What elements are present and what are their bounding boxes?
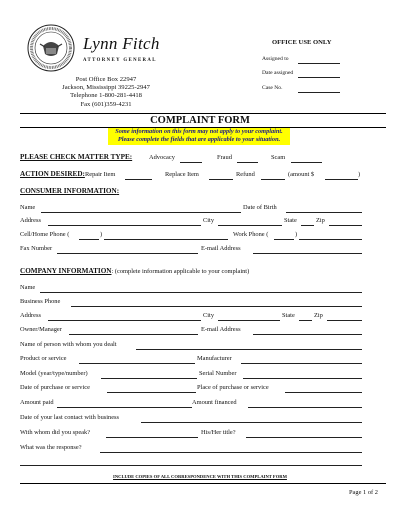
address-line: Post Office Box 22947	[75, 76, 137, 83]
office-use-title: OFFICE USE ONLY	[272, 39, 332, 46]
company-heading	[20, 267, 249, 275]
address-line: Jackson, Mississippi 39225-2947	[62, 84, 150, 92]
address-line: Telephone 1-800-281-4418	[70, 92, 142, 100]
include-correspondence-note: INCLUDE COPIES OF ALL CORRESPONDENCE WITH THIS COMPLAINT FORM	[113, 474, 287, 479]
cell-phone-field[interactable]	[104, 239, 228, 240]
consumer-state-label: State	[284, 217, 297, 224]
consumer-address-field[interactable]	[48, 225, 201, 226]
consumer-zip-field[interactable]	[329, 225, 362, 226]
consumer-heading-colon: :	[116, 187, 120, 195]
purchase-date-label: Date of purchase or service	[20, 384, 90, 391]
model-field[interactable]	[101, 378, 197, 379]
matter-type-label: PLEASE CHECK MATTER TYPE:	[20, 153, 133, 161]
scam-label: Scam	[271, 154, 286, 161]
consumer-city-label: City	[203, 217, 215, 224]
advocacy-label: Advocacy	[149, 154, 175, 161]
case-no-field[interactable]	[298, 92, 340, 93]
spoke-with-field[interactable]	[106, 437, 198, 438]
company-state-label: State	[282, 312, 295, 319]
fraud-checkbox[interactable]	[237, 162, 258, 163]
consumer-address-label: Address	[20, 217, 41, 224]
product-label: Product or service	[20, 355, 67, 362]
notice-line: Some information on this form may not apply to your complaint.	[115, 128, 283, 135]
company-email-field[interactable]	[253, 334, 362, 335]
company-email-label: E-mail Address	[201, 326, 241, 333]
company-state-field[interactable]	[299, 320, 312, 321]
action-desired-label: ACTION DESIRED:	[20, 170, 85, 178]
consumer-dob-field[interactable]	[286, 212, 362, 213]
amount-field[interactable]	[325, 179, 358, 180]
advocacy-checkbox[interactable]	[180, 162, 202, 163]
refund-label: Refund	[236, 171, 255, 178]
work-phone-close: )	[295, 231, 298, 238]
replace-label: Replace Item	[165, 171, 199, 178]
consumer-zip-label: Zip	[316, 217, 325, 224]
date-assigned-field[interactable]	[298, 77, 340, 78]
person-dealt-field[interactable]	[136, 349, 362, 350]
work-phone-field[interactable]	[299, 239, 362, 240]
response-field[interactable]	[100, 452, 362, 453]
consumer-email-label: E-mail Address	[201, 245, 241, 252]
page-number: Page 1 of 2	[349, 489, 378, 496]
business-phone-field[interactable]	[71, 306, 362, 307]
cell-area-code-field[interactable]	[79, 239, 99, 240]
assigned-to-label: Assigned to	[262, 56, 289, 62]
response-field-continued[interactable]	[20, 465, 362, 466]
form-title: COMPLAINT FORM	[150, 115, 250, 126]
person-dealt-label: Name of person with whom you dealt	[20, 341, 117, 348]
consumer-state-field[interactable]	[301, 225, 314, 226]
business-phone-label: Business Phone	[20, 298, 61, 305]
company-heading-note: : (complete information applicable to your complaint)	[111, 268, 250, 275]
letterhead-subtitle: ATTORNEY GENERAL	[83, 58, 157, 63]
consumer-heading	[20, 187, 119, 195]
serial-label: Serial Number	[199, 370, 237, 377]
notice-banner	[108, 128, 290, 145]
repair-label: Repair Item	[85, 171, 116, 178]
work-area-code-field[interactable]	[274, 239, 294, 240]
last-contact-label: Date of your last contact with business	[20, 414, 120, 421]
consumer-email-field[interactable]	[253, 253, 362, 254]
address-line: Fax (601)359-4231	[80, 100, 132, 108]
notice-line: Please complete the fields that are applicable to your situation.	[117, 135, 281, 143]
state-seal-logo	[27, 24, 75, 72]
fraud-label: Fraud	[217, 154, 232, 161]
consumer-dob-label: Date of Birth	[243, 204, 277, 211]
company-city-label: City	[203, 312, 215, 319]
consumer-heading-text: CONSUMER INFORMATION	[20, 187, 117, 195]
company-zip-field[interactable]	[327, 320, 362, 321]
purchase-place-label: Place of purchase or service	[197, 384, 269, 391]
assigned-to-field[interactable]	[298, 63, 340, 64]
consumer-city-field[interactable]	[218, 225, 282, 226]
company-city-field[interactable]	[218, 320, 280, 321]
case-no-label: Case No.	[262, 85, 283, 91]
amount-paid-field[interactable]	[57, 407, 192, 408]
company-name-label: Name	[20, 284, 36, 291]
product-field[interactable]	[79, 363, 195, 364]
fax-label: Fax Number	[20, 245, 53, 252]
serial-field[interactable]	[243, 378, 362, 379]
manufacturer-field[interactable]	[241, 363, 362, 364]
cell-phone-label: Cell/Home Phone (	[20, 231, 70, 238]
date-assigned-label: Date assigned	[262, 70, 294, 76]
repair-checkbox[interactable]	[125, 179, 152, 180]
amount-paid-label: Amount paid	[20, 399, 54, 406]
owner-label: Owner/Manager	[20, 326, 62, 333]
response-label: What was the response?	[20, 444, 82, 451]
spoke-with-label: With whom did you speak?	[20, 429, 91, 436]
company-zip-label: Zip	[314, 312, 323, 319]
letterhead-address	[58, 76, 154, 109]
footer-rule	[20, 483, 386, 484]
amount-label: (amount $	[288, 171, 315, 178]
amount-financed-field[interactable]	[248, 407, 362, 408]
cell-phone-close: )	[100, 231, 103, 238]
contact-title-label: His/Her title?	[201, 429, 236, 436]
replace-checkbox[interactable]	[209, 179, 233, 180]
attorney-general-signature: Lynn Fitch	[83, 34, 160, 53]
consumer-name-label: Name	[20, 204, 36, 211]
company-address-label: Address	[20, 312, 41, 319]
work-phone-label: Work Phone (	[233, 231, 269, 238]
model-label: Model (year/type/number)	[20, 370, 88, 377]
scam-checkbox[interactable]	[291, 162, 322, 163]
refund-checkbox[interactable]	[261, 179, 285, 180]
manufacturer-label: Manufacturer	[197, 355, 232, 362]
purchase-date-field[interactable]	[107, 392, 196, 393]
fax-field[interactable]	[57, 253, 198, 254]
purchase-place-field[interactable]	[285, 392, 362, 393]
last-contact-field[interactable]	[141, 422, 362, 423]
amount-financed-label: Amount financed	[192, 399, 237, 406]
company-heading-text: COMPANY INFORMATION	[20, 267, 112, 275]
contact-title-field[interactable]	[246, 437, 362, 438]
amount-close: )	[358, 171, 361, 178]
consumer-name-field[interactable]	[41, 212, 241, 213]
company-address-field[interactable]	[48, 320, 201, 321]
company-name-field[interactable]	[40, 292, 362, 293]
owner-field[interactable]	[69, 334, 198, 335]
